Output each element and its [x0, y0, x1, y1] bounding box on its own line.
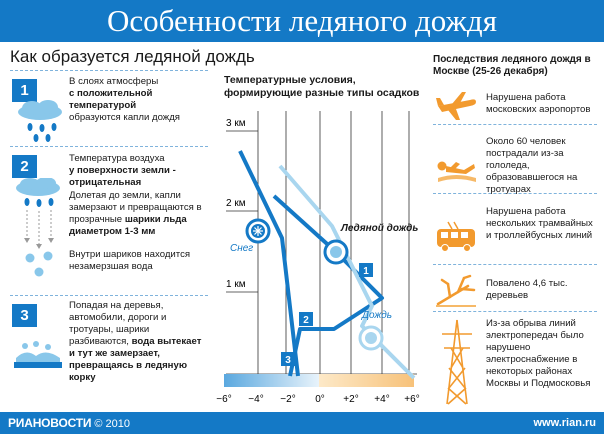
step-2-note: Внутри шариков находится незамерзшая вода: [69, 249, 191, 272]
divider: [433, 264, 597, 265]
precipitation-diagram: [212, 106, 427, 410]
broken-tree-icon: [434, 272, 478, 308]
marker-1-label: 1: [363, 266, 369, 277]
consequence-text: Нарушена работа московских аэропортов: [486, 92, 591, 115]
divider: [10, 70, 208, 71]
divider: [433, 311, 597, 312]
x-tick-label: +6°: [404, 394, 420, 405]
consequence-text: Из-за обрыва линий электропередач было нарушено электроснабжение в некоторых районах Москвы и Подмосковья: [486, 318, 591, 389]
page-title: Особенности ледяного дождя: [107, 3, 497, 38]
step-1-number: 1: [12, 79, 37, 102]
brand-logo: РИАНОВОСТИ: [8, 416, 92, 430]
trolleybus-icon: [434, 220, 478, 254]
copyright: © 2010: [94, 418, 131, 430]
step-2-detail: Долетая до земли, капли замерзают и превращаются в прозрачные шарики льда диаметром 1-3 мм: [69, 190, 202, 237]
step-2-text: Температура воздуха у поверхности земли - отрицательная: [69, 153, 176, 188]
x-tick-label: −4°: [248, 394, 264, 405]
ice-rain-label: Ледяной дождь: [341, 223, 419, 234]
x-tick-label: −6°: [216, 394, 232, 405]
y-tick-1km: 1 км: [226, 279, 246, 290]
consequence-text: Около 60 человек пострадали из-за гололеда, образовавшегося на тротуарах: [486, 136, 578, 195]
footer-url[interactable]: www.rian.ru: [533, 417, 596, 429]
snowflake-marker: [247, 220, 269, 242]
x-tick-label: +4°: [374, 394, 390, 405]
left-heading: Как образуется ледяной дождь: [10, 47, 255, 66]
marker-3-label: 3: [285, 355, 291, 366]
ice-crust-icon: [10, 332, 66, 372]
step-3-number: 3: [12, 304, 37, 327]
snow-label: Снег: [230, 243, 254, 254]
step-2-number: 2: [12, 155, 37, 178]
y-tick-2km: 2 км: [226, 198, 246, 209]
divider: [10, 146, 208, 147]
rain-label: Дождь: [362, 310, 393, 321]
fallen-person-icon: [434, 152, 478, 186]
x-tick-label: 0°: [315, 394, 325, 405]
footer-brand: [8, 416, 130, 431]
falling-drops-icon: [10, 178, 66, 283]
chart-title: Температурные условия, формирующие разные типы осадков: [224, 74, 420, 99]
snow-curve: [240, 151, 298, 376]
divider: [433, 124, 597, 125]
step-3-text: Попадая на деревья, автомобили, дороги и тротуары, шарики разбиваются, вода вытекает и тут же замерзает, превращаясь в ледяную корку: [69, 300, 202, 383]
right-heading: Последствия ледяного дождя в Москве (25-26 декабря): [433, 54, 591, 77]
x-tick-label: −2°: [280, 394, 296, 405]
consequence-text: Повалено 4,6 тыс. деревьев: [486, 278, 568, 301]
x-tick-label: +2°: [343, 394, 359, 405]
y-tick-3km: 3 км: [226, 118, 246, 129]
cloud-rain-icon: [12, 100, 68, 144]
consequence-text: Нарушена работа нескольких трамвайных и троллейбусных линий: [486, 206, 593, 241]
divider: [10, 295, 208, 296]
airplane-icon: [434, 88, 478, 122]
power-pylon-icon: [440, 318, 474, 406]
temperature-scale-bar: [224, 374, 414, 387]
step-1-text: В слоях атмосферы с положительной температурой образуются капли дождя: [69, 76, 181, 123]
marker-2-label: 2: [303, 315, 309, 326]
rain-curve: [280, 166, 414, 378]
